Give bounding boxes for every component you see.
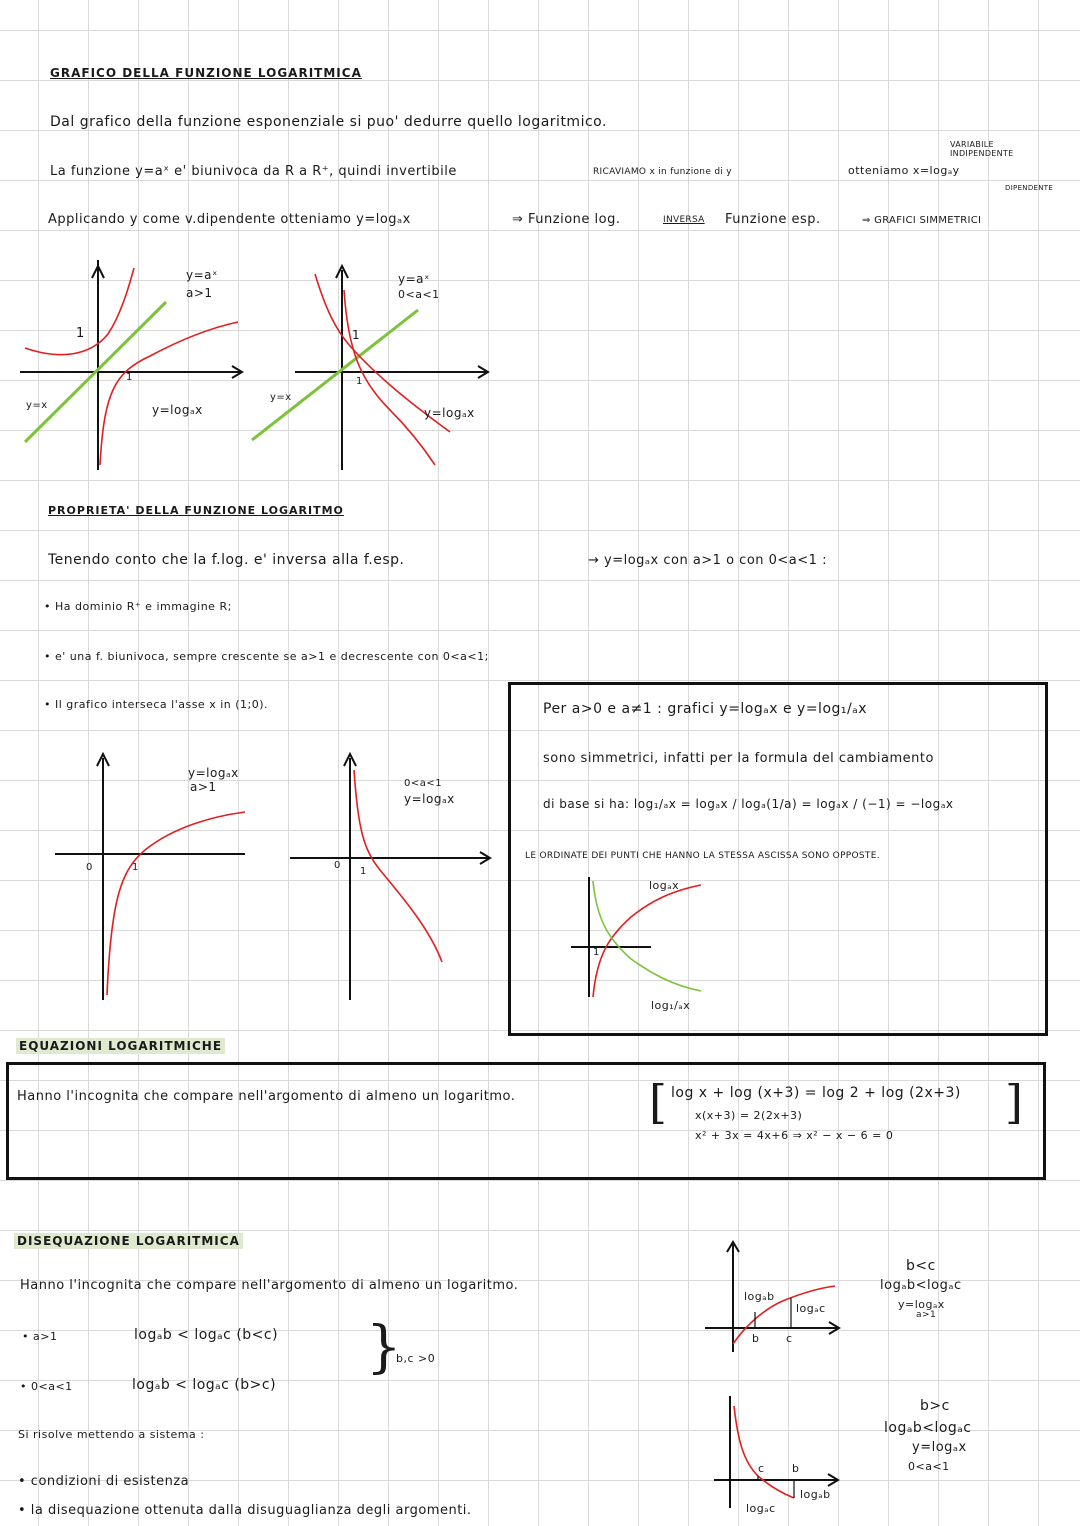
symmetry-line-2: sono simmetrici, infatti per la formula del cambiamento: [543, 751, 934, 766]
intro-line-3d: Funzione esp.: [725, 212, 821, 227]
ineq2-logc: logₐc: [746, 1502, 776, 1515]
symmetry-box: [508, 682, 1048, 1036]
solve-step-1: • condizioni di esistenza: [18, 1474, 190, 1489]
equations-box: [6, 1062, 1046, 1180]
case-1-condition: • a>1: [22, 1330, 58, 1343]
graph1-log-label: y=logₐx: [152, 403, 203, 417]
equation-example-1: log x + log (x+3) = log 2 + log (2x+3): [671, 1085, 961, 1101]
graph1-exp-label: y=aˣ: [186, 268, 218, 282]
graph2-log-label: y=logₐx: [424, 406, 475, 420]
label-variabile-indipendente: VARIABILE INDIPENDENTE: [950, 140, 1014, 158]
graph-exp-log-a-lt-1: [250, 260, 495, 475]
section-title-graph: GRAFICO DELLA FUNZIONE LOGARITMICA: [50, 66, 362, 80]
graph-exp-log-a-gt-1: [20, 260, 260, 475]
graph3-label: y=logₐx: [188, 766, 239, 780]
intro-line-3a: Applicando y come v.dipendente otteniamo y=logₐx: [48, 212, 411, 227]
graph1-cond-label: a>1: [186, 286, 213, 300]
graph-log-a-gt-1: [55, 750, 255, 1005]
ineq2-logb: logₐb: [800, 1488, 831, 1501]
intro-line-2c: otteniamo x=logₐy: [848, 164, 960, 177]
ineq2-b: b: [792, 1462, 800, 1475]
log-curve: [734, 1406, 794, 1498]
ineq2-note-4: 0<a<1: [908, 1460, 950, 1473]
graph2-exp-label: y=aˣ: [398, 272, 430, 286]
intro-line-1: Dal grafico della funzione esponenziale si puo' dedurre quello logaritmico.: [50, 114, 607, 130]
inequalities-definition: Hanno l'incognita che compare nell'argomento di almeno un logaritmo.: [20, 1278, 519, 1293]
ineq2-note-3: y=logₐx: [912, 1440, 967, 1455]
symmetry-line-4: LE ORDINATE DEI PUNTI CHE HANNO LA STESSA ASCISSA SONO OPPOSTE.: [525, 851, 880, 861]
symmetry-graph: [571, 873, 721, 1003]
intro-line-2a: La funzione y=aˣ e' biunivoca da R a R⁺, quindi invertibile: [50, 164, 457, 179]
properties-lead-b: → y=logₐx con a>1 o con 0<a<1 :: [588, 553, 827, 568]
equation-example-3: x² + 3x = 4x+6 ⇒ x² − x − 6 = 0: [695, 1129, 894, 1142]
property-2: • e' una f. biunivoca, sempre crescente se a>1 e decrescente con 0<a<1;: [44, 650, 489, 663]
graph3-cond: a>1: [190, 780, 217, 794]
label-dipendente: DIPENDENTE: [1005, 184, 1054, 192]
symmetry-curve2-label: log₁/ₐx: [651, 999, 691, 1012]
solve-line: Si risolve mettendo a sistema :: [18, 1428, 205, 1441]
graph1-one-x: 1: [126, 372, 133, 383]
ineq1-note-2: logₐb<logₐc: [880, 1278, 962, 1293]
example-bracket-left: [: [649, 1075, 667, 1129]
ineq2-note-2: logₐb<logₐc: [884, 1420, 972, 1436]
log-curve: [107, 812, 245, 995]
graph2-bisector-label: y=x: [270, 392, 292, 403]
section-title-equations: EQUAZIONI LOGARITMICHE: [16, 1038, 225, 1054]
ineq1-c: c: [786, 1332, 793, 1345]
section-title-properties: PROPRIETA' DELLA FUNZIONE LOGARITMO: [48, 504, 344, 517]
case-2-condition: • 0<a<1: [20, 1380, 73, 1393]
log-a-curve: [593, 885, 701, 997]
case-2-inequality: logₐb < logₐc (b>c): [132, 1377, 277, 1393]
graph4-zero: 0: [334, 860, 341, 871]
ineq2-c: c: [758, 1462, 765, 1475]
case-1-inequality: logₐb < logₐc (b<c): [134, 1327, 279, 1343]
graph3-one: 1: [132, 862, 139, 873]
exp-curve: [25, 268, 134, 355]
ineq1-note-4: a>1: [916, 1310, 937, 1320]
intro-line-3e: ⇒ GRAFICI SIMMETRICI: [862, 215, 982, 226]
graph2-one-y: 1: [352, 328, 361, 342]
property-3: • Il grafico interseca l'asse x in (1;0).: [44, 698, 269, 711]
ineq1-logc: logₐc: [796, 1302, 826, 1315]
symmetry-curve1-label: logₐx: [649, 879, 680, 892]
symmetry-line-1: Per a>0 e a≠1 : grafici y=logₐx e y=log₁/ₐx: [543, 701, 867, 717]
ineq1-note-3: y=logₐx: [898, 1298, 945, 1311]
equation-example-2: x(x+3) = 2(2x+3): [695, 1109, 803, 1122]
symmetry-line-3: di base si ha: log₁/ₐx = logₐx / logₐ(1/a) = logₐx / (−1) = −logₐx: [543, 797, 954, 811]
graph2-one-x: 1: [356, 376, 363, 387]
log-curve: [100, 322, 238, 465]
graph-log-a-lt-1: [290, 750, 495, 1005]
ineq1-logb: logₐb: [744, 1290, 775, 1303]
properties-lead: Tenendo conto che la f.log. e' inversa alla f.esp.: [48, 552, 405, 568]
graph4-label: y=logₐx: [404, 792, 455, 806]
label-inversa: INVERSA: [663, 215, 705, 225]
example-bracket-right: ]: [1005, 1075, 1023, 1129]
symmetry-one: 1: [593, 947, 600, 958]
solve-step-2: • la disequazione ottenuta dalla disuguaglianza degli argomenti.: [18, 1503, 472, 1518]
graph1-bisector-label: y=x: [26, 400, 48, 411]
graph2-cond-label: 0<a<1: [398, 288, 440, 301]
intro-line-3b: ⇒ Funzione log.: [512, 212, 621, 227]
intro-line-2b: RICAVIAMO x in funzione di y: [593, 167, 732, 177]
log-inv-a-curve: [593, 881, 701, 991]
ineq1-note-1: b<c: [906, 1258, 936, 1274]
property-1: • Ha dominio R⁺ e immagine R;: [44, 600, 232, 613]
graph1-one-y: 1: [76, 326, 85, 341]
bisector-line: [252, 310, 418, 440]
graph4-cond: 0<a<1: [404, 778, 443, 789]
ineq1-b: b: [752, 1332, 760, 1345]
equations-definition: Hanno l'incognita che compare nell'argomento di almeno un logaritmo.: [17, 1089, 516, 1104]
inequality-graph-a-gt-1: [705, 1240, 855, 1360]
graph4-one: 1: [360, 866, 367, 877]
section-title-inequalities: DISEQUAZIONE LOGARITMICA: [14, 1233, 243, 1249]
conditions-brace: }: [366, 1315, 403, 1380]
graph3-zero: 0: [86, 862, 93, 873]
bc-positive: b,c >0: [396, 1352, 436, 1365]
ineq2-note-1: b>c: [920, 1398, 950, 1414]
